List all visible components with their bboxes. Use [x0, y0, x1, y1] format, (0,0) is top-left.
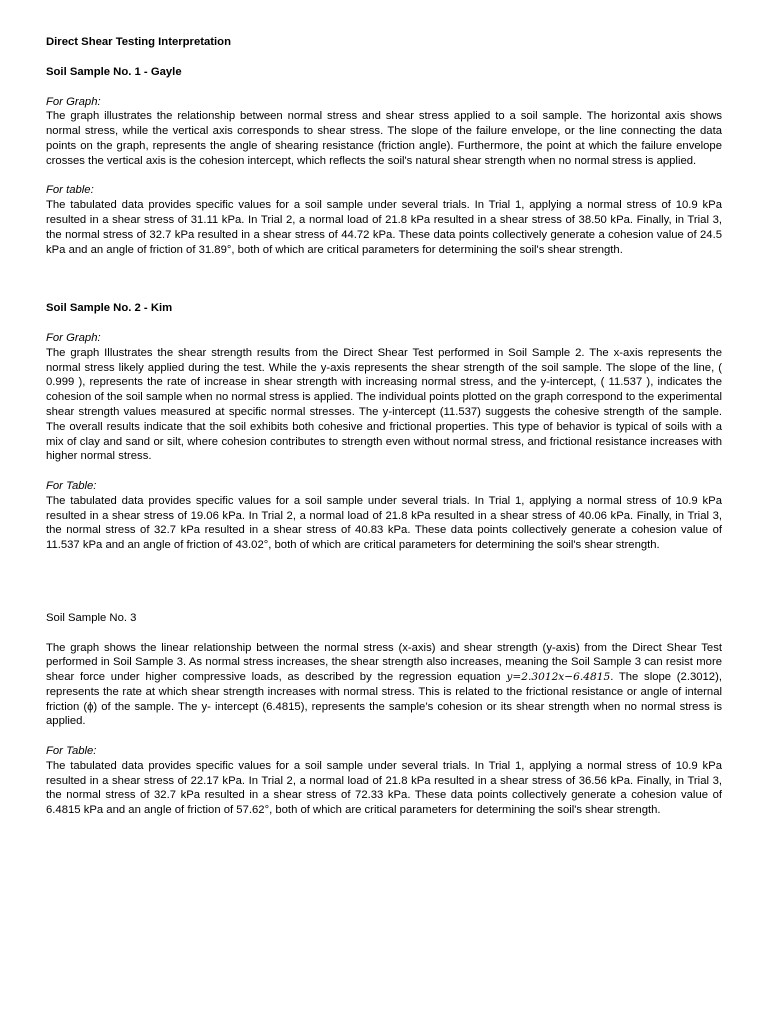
sample-1-table-paragraph: The tabulated data provides specific values for a soil sample under several trials. In Trial 1, applying a normal stress of 10.9 kPa resulted in a shear stress of 31.11 kPa. In Trial 2, a normal load of 21.8 kPa resulted in a shear stress of 38.50 kPa. Finally, in Trial 3, the normal stress of 32.7 kPa resulted in a shear stress of 44.72 kPa. These data points collectively generate a cohesion value of 24.5 kPa and an angle of friction of 31.89°, both of which are critical parameters for determining the soil's shear strength. [46, 199, 722, 256]
sample-2-heading: Soil Sample No. 2 - Kim [46, 302, 173, 315]
document-title: Direct Shear Testing Interpretation [46, 36, 231, 48]
sample-1-table-label: For table: [46, 184, 94, 197]
sample-2-table-paragraph: The tabulated data provides specific values for a soil sample under several trials. In Trial 1, applying a normal stress of 10.9 kPa resulted in a shear stress of 19.06 kPa. In Trial 2, a normal load of 21.8 kPa resulted in a shear stress of 40.06 kPa. Finally, in Trial 3, the normal stress of 32.7 kPa resulted in a shear stress of 40.83 kPa. These data points collectively generate a cohesion value of 11.537 kPa and an angle of friction of 43.02°, both of which are critical parameters for determining the soil's shear strength. [46, 494, 722, 552]
sample-1-heading: Soil Sample No. 1 - Gayle [46, 65, 182, 78]
sample-3-table-label: For Table: [46, 745, 97, 758]
sample-3-graph-text-before: The graph shows the linear relationship between the normal stress (x-axis) and shear strength (y-axis) from the Direct Shear Test performed in Soil Sample 3. As normal stress increases, the shear strength also increases, meaning the Soil Sample 3 can resist more shear force under higher compressive loads, as described by the regression equation [46, 641, 722, 684]
sample-2-graph-label: For Graph: [46, 331, 101, 344]
regression-equation: y=2.3012x−6.4815 [506, 671, 611, 684]
sample-2-graph-paragraph: The graph Illustrates the shear strength results from the Direct Shear Test performed in Soil Sample 2. The x-axis represents the normal stress likely applied during the test. While the y-axis represents the shear strength of the soil sample. The slope of the line, ( 0.999 ), represents the rate of increase in shear strength with increasing normal stress, and the y-intercept, ( 11.537 ), indicates the cohesion of the soil sample when no normal stress is applied. The individual points plotted on the graph correspond to the experimental shear strength values measured at specific normal stresses. The y-intercept (11.537) suggests the cohesive strength of the sample. The overall results indicate that the soil exhibits both cohesive and frictional properties. This type of behavior is typical of soils with a mix of clay and sand or silt, where cohesion contributes to strength even without normal stress, and frictional resistance increases with higher normal stress. [46, 346, 722, 463]
sample-1-graph-label: For Graph: [46, 95, 101, 108]
sample-3-heading: Soil Sample No. 3 [46, 611, 137, 624]
document-page [46, 35, 722, 818]
sample-3-graph-paragraph [46, 641, 722, 730]
sample-3-table-paragraph: The tabulated data provides specific values for a soil sample under several trials. In Trial 1, applying a normal stress of 10.9 kPa resulted in a shear stress of 22.17 kPa. In Trial 2, a normal load of 21.8 kPa resulted in a shear stress of 36.56 kPa. Finally, in Trial 3, the normal stress of 32.7 kPa resulted in a shear stress of 72.33 kPa. These data points collectively generate a cohesion value of 6.4815 kPa and an angle of friction of 57.62°, both of which are critical parameters for determining the soil's shear strength. [46, 759, 722, 817]
sample-3-graph-text-after: . The slope (2.3012), represents the rate at which shear strength increases with normal stress. This is related to the frictional resistance or angle of internal friction (ϕ) of the sample. The y- intercept (6.4815), represents the sample’s cohesion or its shear strength when no normal stress is applied. [46, 671, 722, 728]
sample-2-table-label: For Table: [46, 479, 97, 492]
sample-1-graph-paragraph: The graph illustrates the relationship between normal stress and shear stress applied to a soil sample. The horizontal axis shows normal stress, while the vertical axis corresponds to shear stress. The slope of the failure envelope, or the line connecting the data points on the graph, represents the angle of shearing resistance (friction angle). Furthermore, the point at which the failure envelope crosses the vertical axis is the cohesion intercept, which reflects the soil's natural shear strength when no normal stress is applied. [46, 110, 722, 167]
